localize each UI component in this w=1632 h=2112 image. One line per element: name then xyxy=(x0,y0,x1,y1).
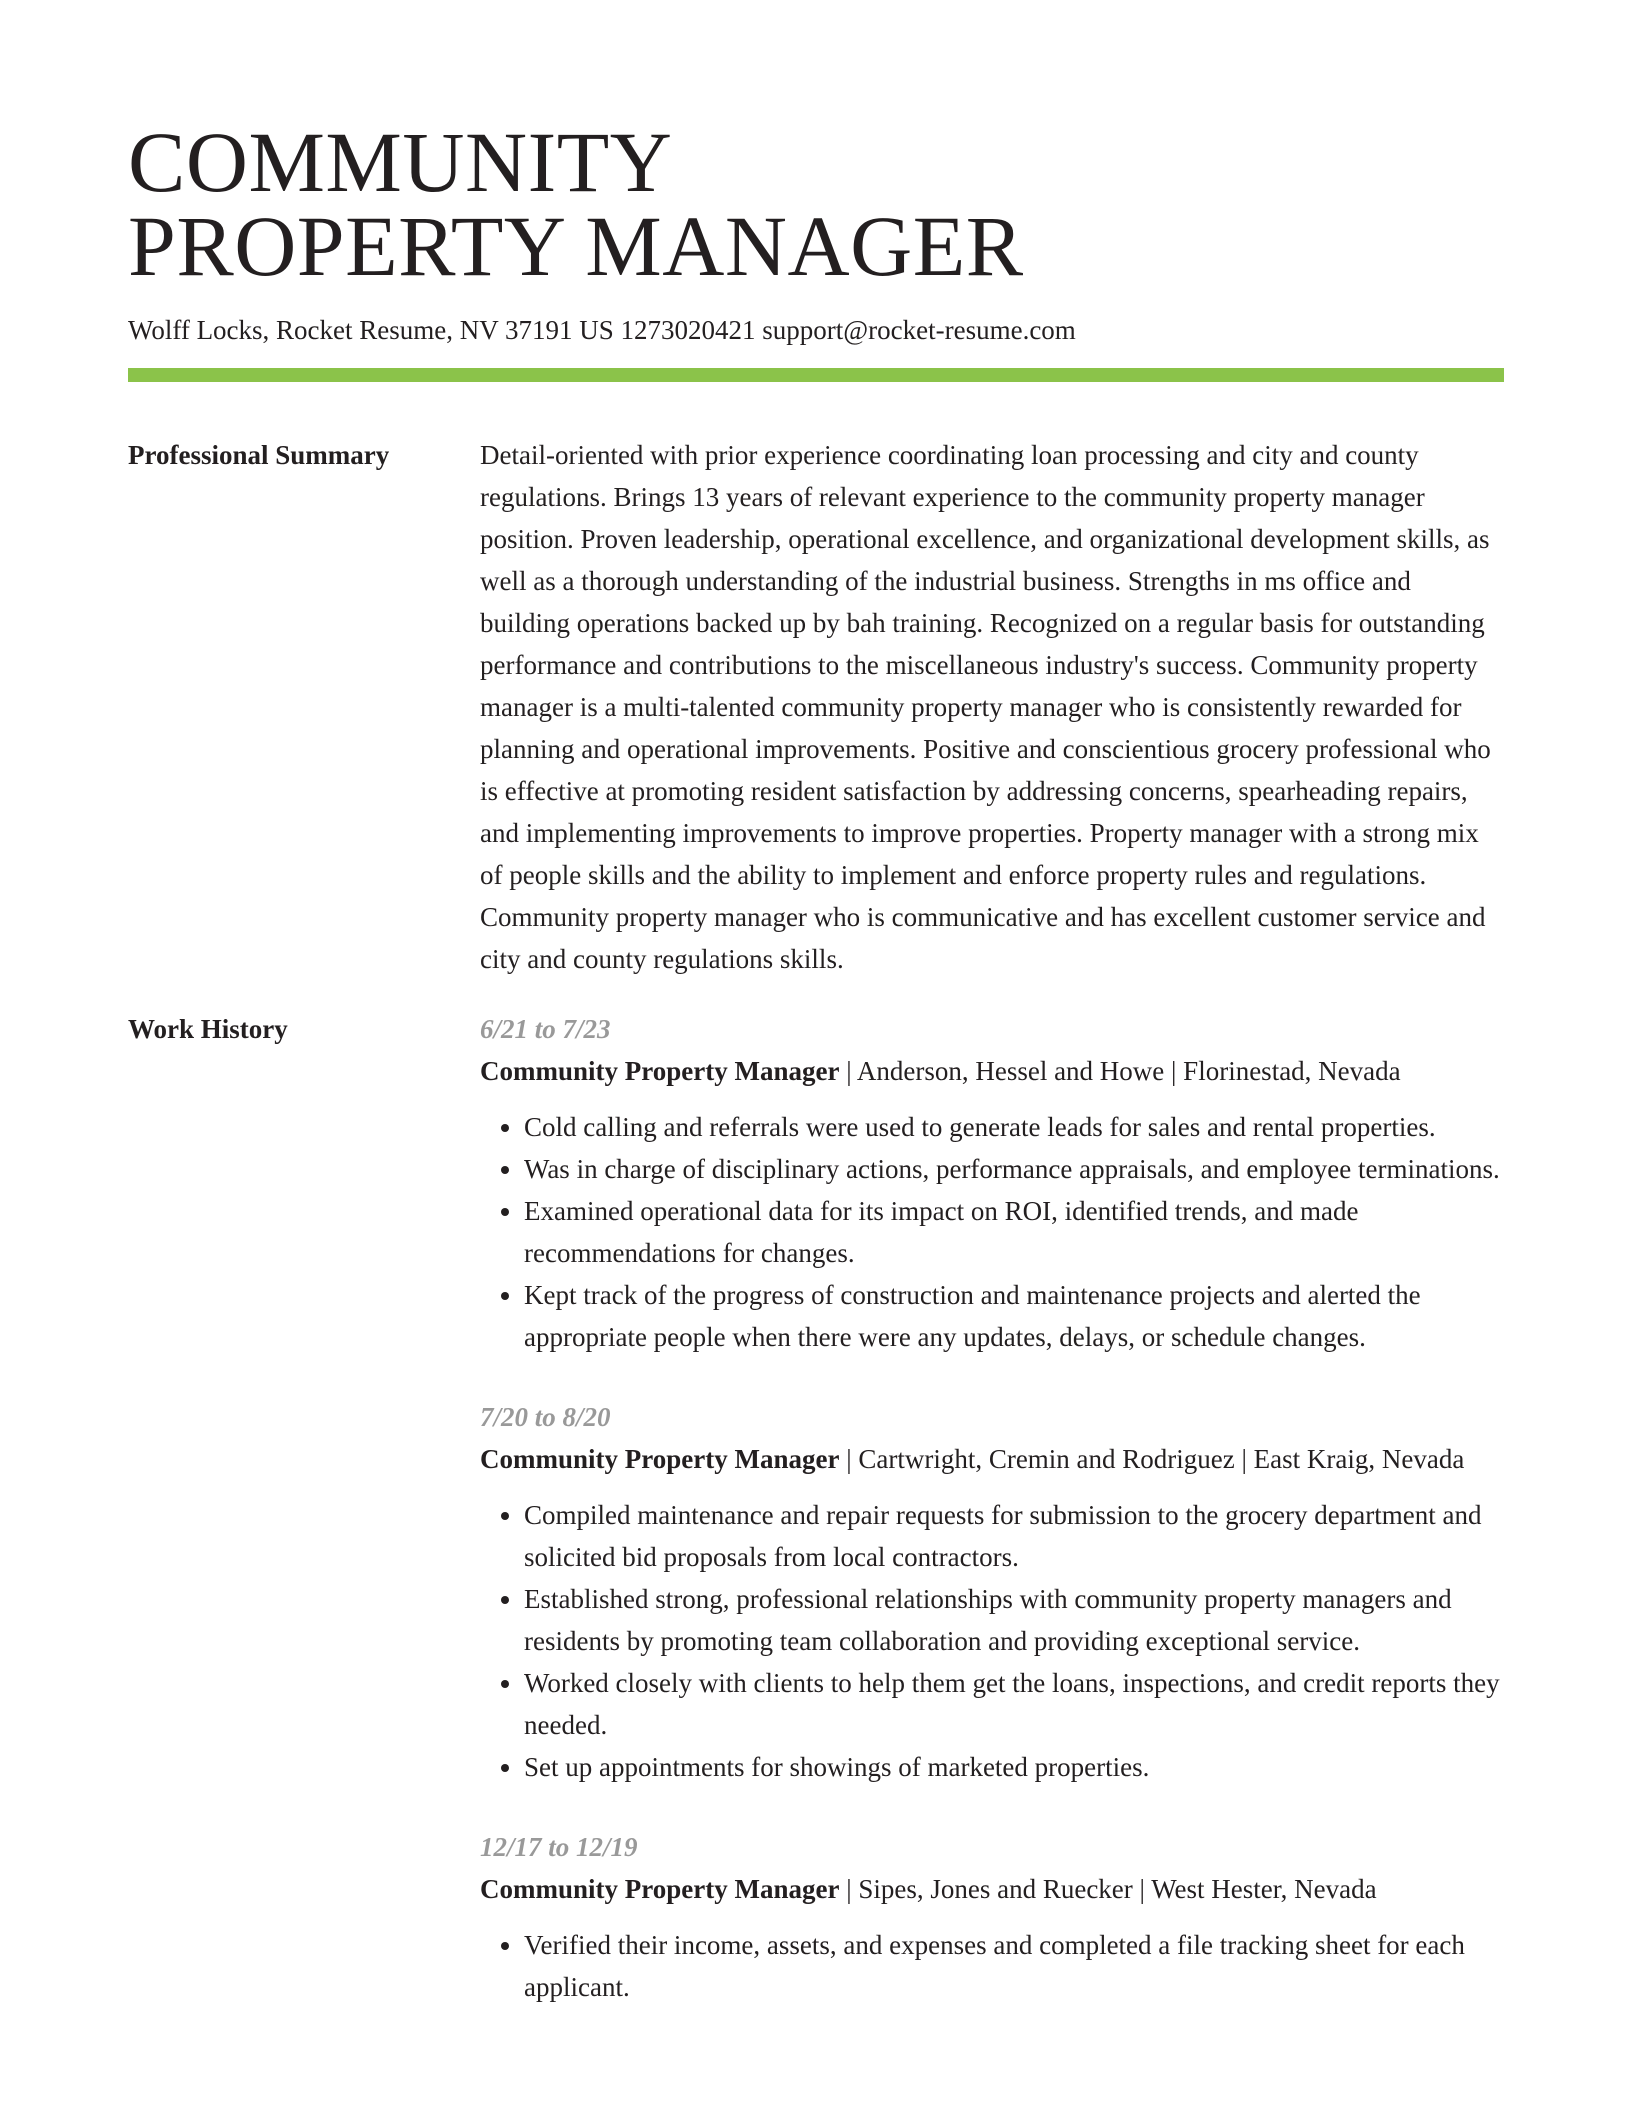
job-title: Community Property Manager xyxy=(480,1874,840,1904)
job-duties xyxy=(480,1106,1504,1358)
duty-item: • Verified their income, assets, and expenses and completed a file tracking sheet for each applicant. xyxy=(524,1924,1504,2008)
job-entry xyxy=(480,1826,1504,2008)
summary-text: Detail-oriented with prior experience coordinating loan processing and city and county regulations. Brings 13 years of relevant experience to the community property manager position. Proven leadership, operational excellence, and organizational development skills, as well as a thorough understanding of the industrial business. Strengths in ms office and building operations backed up by bah training. Recognized on a regular basis for outstanding performance and contributions to the miscellaneous industry's success. Community property manager is a multi-talented community property manager who is consistently rewarded for planning and operational improvements. Positive and conscientious grocery professional who is effective at promoting resident satisfaction by addressing concerns, spearheading repairs, and implementing improvements to improve properties. Property manager with a strong mix of people skills and the ability to implement and enforce property rules and regulations. Community property manager who is communicative and has excellent customer service and city and county regulations skills. xyxy=(480,440,1491,974)
duty-item: • Set up appointments for showings of marketed properties. xyxy=(524,1746,1504,1788)
job-title: Community Property Manager xyxy=(480,1444,840,1474)
work-history-list xyxy=(480,1008,1504,2046)
resume-title xyxy=(128,114,1504,294)
job-dates: 6/21 to 7/23 xyxy=(480,1014,611,1044)
summary-section xyxy=(128,434,1504,980)
job-duties xyxy=(480,1924,1504,2008)
job-entry xyxy=(480,1396,1504,1788)
work-history-section xyxy=(128,1008,1504,2046)
duty-item: • Worked closely with clients to help them get the loans, inspections, and credit reports they needed. xyxy=(524,1662,1504,1746)
job-heading xyxy=(480,1868,1504,1910)
resume-page xyxy=(128,114,1504,2046)
work-history-heading: Work History xyxy=(128,1014,288,1044)
job-details: | Sipes, Jones and Ruecker | West Hester, Nevada xyxy=(839,1874,1377,1904)
job-details: | Anderson, Hessel and Howe | Florinestad, Nevada xyxy=(839,1056,1401,1086)
job-entry xyxy=(480,1008,1504,1358)
job-dates: 7/20 to 8/20 xyxy=(480,1402,611,1432)
title-line-1: COMMUNITY xyxy=(128,114,673,210)
duty-item: • Was in charge of disciplinary actions, performance appraisals, and employee terminations. xyxy=(524,1148,1504,1190)
job-heading xyxy=(480,1438,1504,1480)
accent-divider xyxy=(128,368,1504,382)
summary-heading: Professional Summary xyxy=(128,440,390,470)
job-heading xyxy=(480,1050,1504,1092)
duty-item: • Kept track of the progress of construction and maintenance projects and alerted the appropriate people when there were any updates, delays, or schedule changes. xyxy=(524,1274,1504,1358)
duty-item: • Cold calling and referrals were used to generate leads for sales and rental properties. xyxy=(524,1106,1504,1148)
job-duties xyxy=(480,1494,1504,1788)
job-dates: 12/17 to 12/19 xyxy=(480,1832,638,1862)
title-line-2: PROPERTY MANAGER xyxy=(128,198,1024,294)
job-details: | Cartwright, Cremin and Rodriguez | East Kraig, Nevada xyxy=(839,1444,1465,1474)
duty-item: • Established strong, professional relationships with community property managers and residents by promoting team collaboration and providing exceptional service. xyxy=(524,1578,1504,1662)
duty-item: • Compiled maintenance and repair requests for submission to the grocery department and solicited bid proposals from local contractors. xyxy=(524,1494,1504,1578)
duty-item: • Examined operational data for its impact on ROI, identified trends, and made recommendations for changes. xyxy=(524,1190,1504,1274)
contact-info: Wolff Locks, Rocket Resume, NV 37191 US 1273020421 support@rocket-resume.com xyxy=(128,315,1076,345)
job-title: Community Property Manager xyxy=(480,1056,840,1086)
